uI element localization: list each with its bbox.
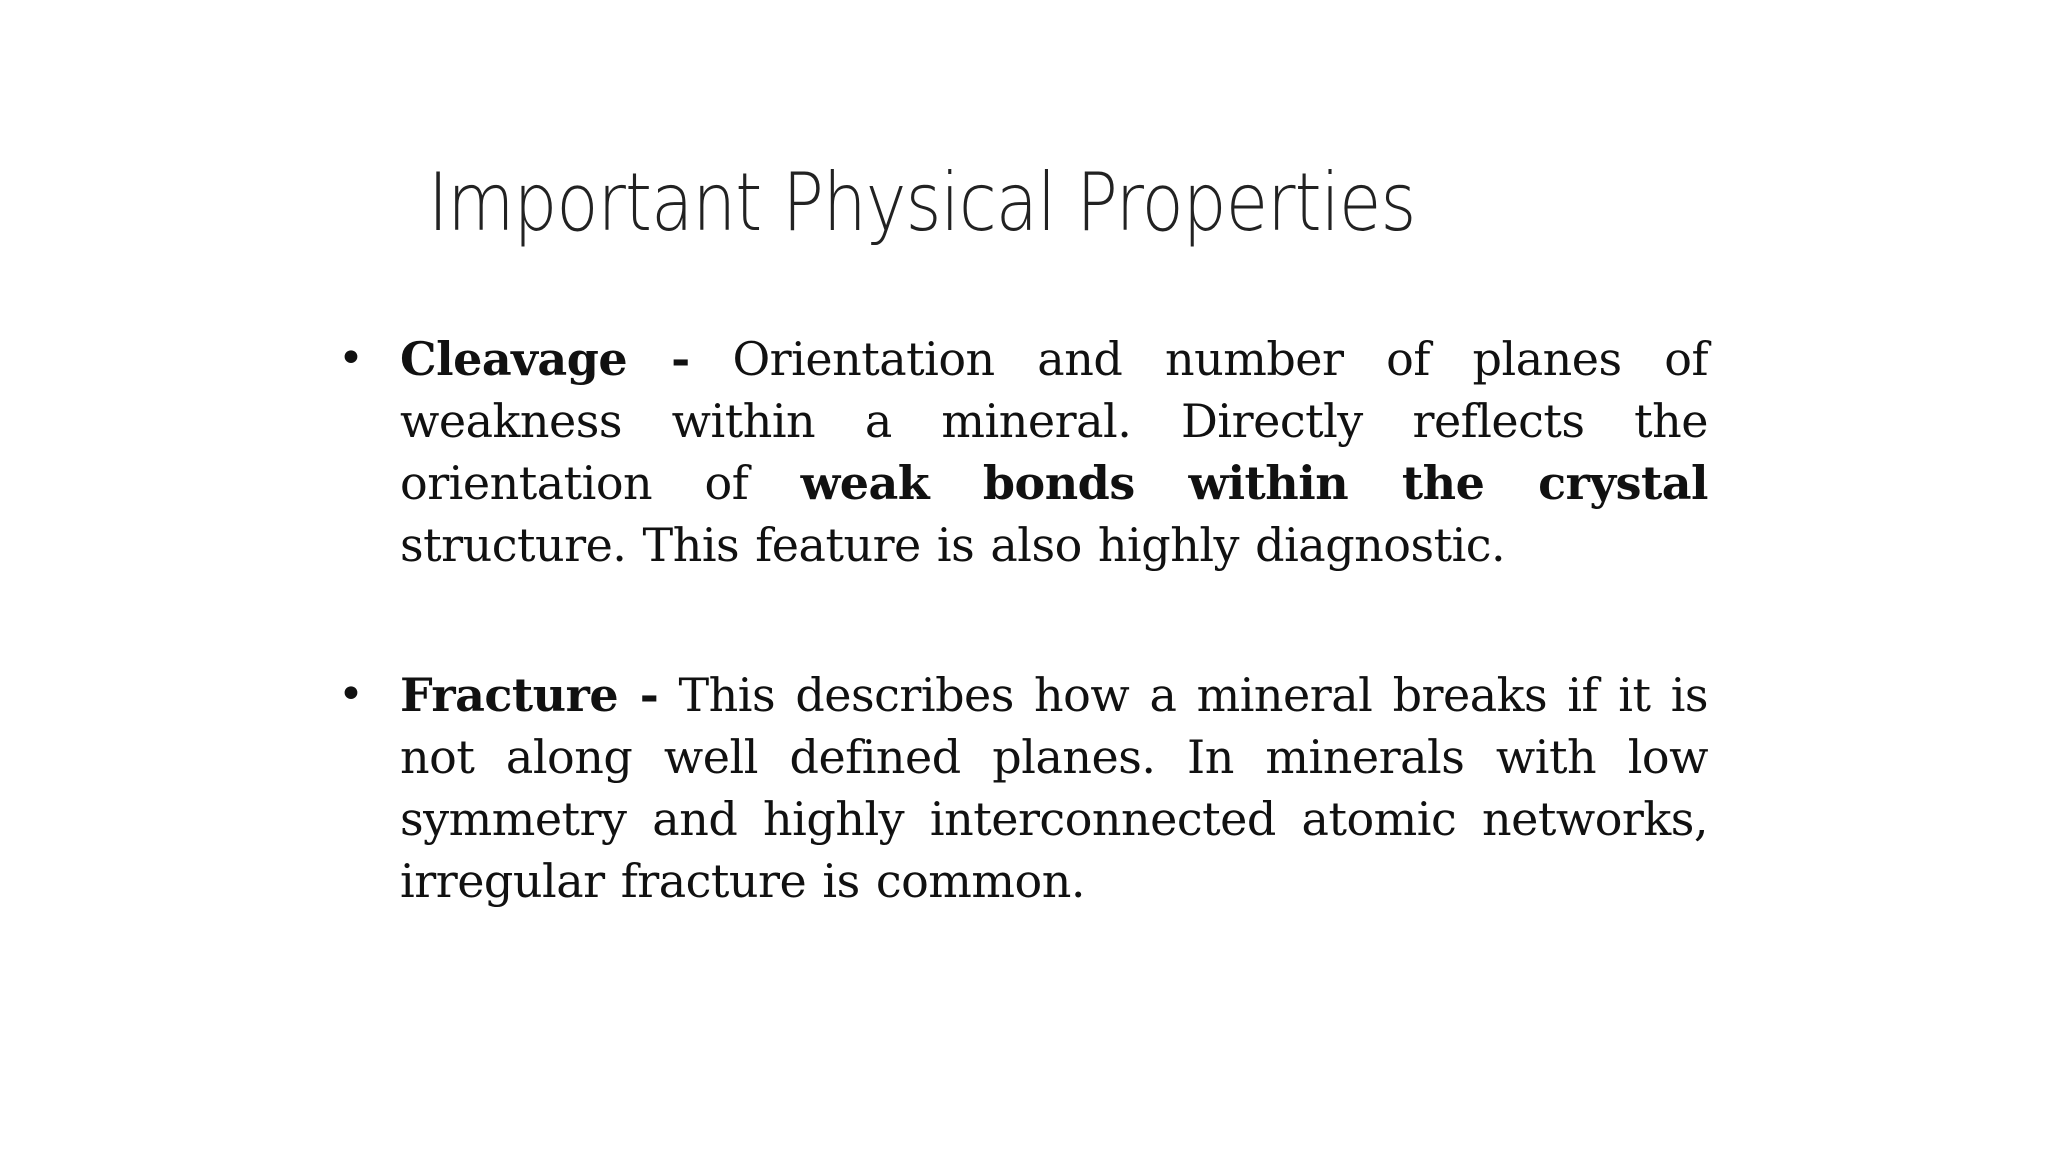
bullet-icon: • (338, 333, 364, 384)
bullet-list (338, 328, 1708, 912)
cleavage-description-1: Orientation and number of planes of weakness within a mineral. Directly reflects the orientation of (400, 332, 1708, 510)
bullet-cleavage (338, 328, 1708, 576)
fracture-term: Fracture - (400, 668, 659, 722)
slide-title: Important Physical Properties (428, 156, 1416, 249)
bullet-icon: • (338, 669, 364, 720)
bullet-cleavage-text (400, 328, 1708, 576)
cleavage-term: Cleavage - (400, 332, 690, 386)
fracture-description: This describes how a mineral breaks if it is not along well defined planes. In minerals with low symmetry and highly interconnected atomic networks, irregular fracture is common. (400, 668, 1709, 908)
cleavage-description-2: structure. This feature is also highly diagnostic. (400, 518, 1506, 572)
bullet-fracture (338, 664, 1708, 912)
cleavage-emphasis: weak bonds within the crystal (800, 456, 1708, 510)
bullet-fracture-text (400, 664, 1708, 912)
